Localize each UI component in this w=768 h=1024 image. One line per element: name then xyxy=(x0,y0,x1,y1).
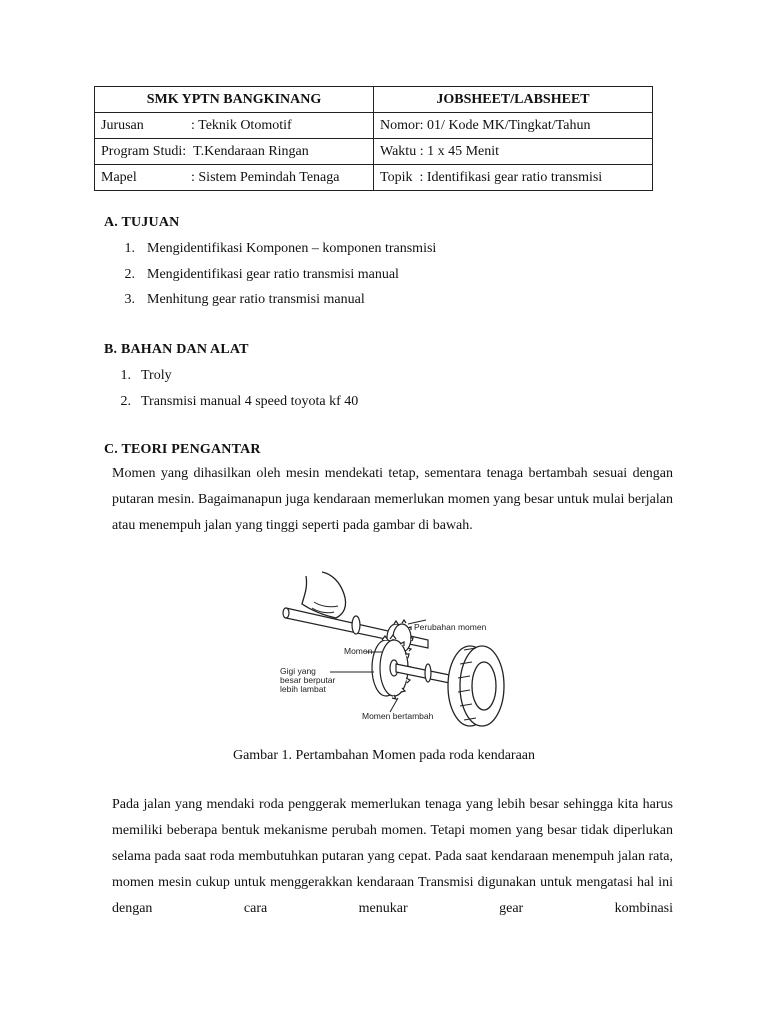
bahan-list xyxy=(113,363,358,414)
list-item: 1. Troly xyxy=(120,368,172,383)
header-row-mapel xyxy=(95,165,653,191)
section-a-title: A. TUJUAN xyxy=(104,215,180,230)
tujuan-list xyxy=(113,236,436,313)
nomor-cell: Nomor: 01/ Kode MK/Tingkat/Tahun xyxy=(374,113,653,139)
label-gigi-2: besar berputar xyxy=(280,675,336,685)
jurusan-cell xyxy=(95,113,374,139)
label-perubahan-momen: Perubahan momen xyxy=(414,622,487,632)
label-gigi-3: lebih lambat xyxy=(280,684,326,694)
waktu-cell: Waktu : 1 x 45 Menit xyxy=(374,139,653,165)
section-c-title: C. TEORI PENGANTAR xyxy=(104,442,261,457)
jurusan-value: : Teknik Otomotif xyxy=(191,117,292,133)
paragraph-body: Pada jalan yang mendaki roda penggerak memerlukan tenaga yang lebih besar sehingga kita harus memiliki beberapa bentuk mekanisme perubah momen. Tetapi momen yang besar tidak diperlukan selama pada saat roda membutuhkan putaran yang cepat. Pada saat kendaraan menempuh jalan rata, momen mesin cukup untuk menggerakkan kendaraan Transmisi digunakan untuk mengatasi hal ini dengan cara menukar gear kombinasi xyxy=(112,797,673,916)
header-row-jurusan xyxy=(95,113,653,139)
section-b-title: B. BAHAN DAN ALAT xyxy=(104,342,249,357)
mapel-label: Mapel xyxy=(101,169,137,185)
mapel-value: : Sistem Pemindah Tenaga xyxy=(191,169,340,185)
label-gigi-1: Gigi yang xyxy=(280,666,316,676)
header-title-row xyxy=(95,87,653,113)
jurusan-label: Jurusan xyxy=(101,117,144,133)
program-cell xyxy=(95,139,374,165)
list-item: 1. Mengidentifikasi Komponen – komponen transmisi xyxy=(124,241,437,256)
label-momen: Momen xyxy=(344,646,373,656)
mapel-cell xyxy=(95,165,374,191)
sheet-type: JOBSHEET/LABSHEET xyxy=(374,87,653,113)
header-row-program xyxy=(95,139,653,165)
list-item: 2. Mengidentifikasi gear ratio transmisi manual xyxy=(124,266,399,282)
paragraph-intro: Momen yang dihasilkan oleh mesin mendekati tetap, sementara tenaga bertambah sesuai dengan putaran mesin. Bagaimanapun juga kendaraan memerlukan momen yang besar untuk mulai berjalan atau menempuh jalan yang tinggi seperti pada gambar di bawah. xyxy=(112,466,673,533)
gear-torque-illustration xyxy=(278,568,514,740)
program-label: Program Studi: xyxy=(101,143,187,159)
school-name: SMK YPTN BANGKINANG xyxy=(95,87,374,113)
topik-cell: Topik : Identifikasi gear ratio transmisi xyxy=(374,165,653,191)
list-item: 2. Transmisi manual 4 speed toyota kf 40 xyxy=(120,393,359,409)
program-value: T.Kendaraan Ringan xyxy=(193,143,309,159)
label-momen-bertambah: Momen bertambah xyxy=(362,711,434,721)
figure-caption: Gambar 1. Pertambahan Momen pada roda kendaraan xyxy=(232,748,536,763)
list-item: 3. Menhitung gear ratio transmisi manual xyxy=(124,292,365,307)
header-table xyxy=(94,86,653,191)
